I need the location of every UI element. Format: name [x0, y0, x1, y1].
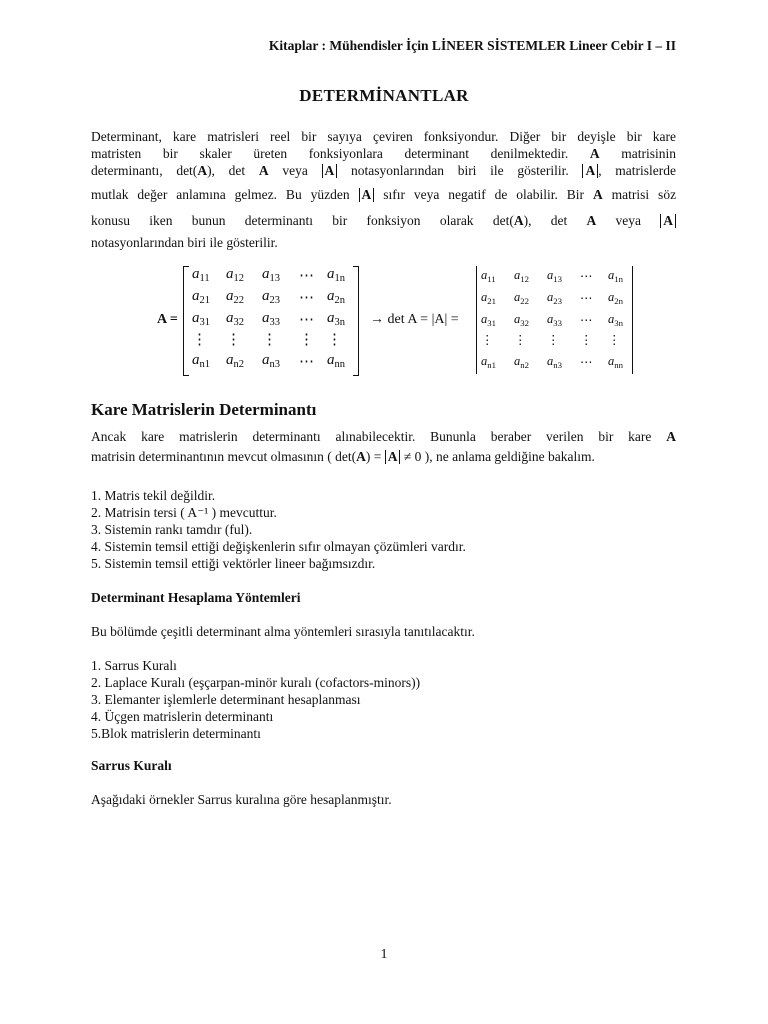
- list-item: 3. Sistemin rankı tamdır (ful).: [91, 522, 253, 537]
- matrix-vdots: ⋮: [226, 332, 241, 348]
- matrix-entry: $a_{32}$: [514, 312, 529, 328]
- matrix-entry: $a_{3n}$: [608, 312, 623, 328]
- list-item: 3. Elemanter işlemlerle determinant hesaplanması: [91, 692, 361, 707]
- matrix-hdots: ⋯: [580, 355, 593, 369]
- matrix-vdots: ⋮: [262, 332, 277, 348]
- matrix-entry: $a_{12}$: [514, 268, 529, 284]
- matrix-entry: $a_{3n}$: [327, 310, 345, 328]
- matrix-hdots: ⋯: [299, 312, 314, 328]
- section-intro-paragraph: [91, 428, 676, 470]
- matrix-lhs-label: A =: [157, 312, 178, 327]
- matrix-entry: $a_{21}$: [192, 288, 210, 306]
- matrix-hdots: ⋯: [580, 291, 593, 305]
- section-title: Kare Matrislerin Determinantı: [91, 400, 317, 419]
- matrix-entry: $a_{2n}$: [327, 288, 345, 306]
- sarrus-text: Aşağıdaki örnekler Sarrus kuralına göre hesaplanmıştır.: [91, 792, 392, 807]
- matrix-entry: $a_{22}$: [514, 290, 529, 306]
- properties-list: [91, 487, 466, 572]
- matrix-entry: $a_{1n}$: [608, 268, 623, 284]
- methods-list: [91, 657, 420, 742]
- sarrus-heading: Sarrus Kuralı: [91, 758, 172, 773]
- matrix-hdots: ⋯: [299, 268, 314, 284]
- intro-line-2: matristen bir skaler üreten fonksiyonlara determinant denilmektedir. A matrisinin: [91, 146, 676, 161]
- matrix-entry: $a_{n3}$: [262, 352, 280, 370]
- matrix-entry: $a_{nn}$: [608, 354, 623, 370]
- matrix-entry: $a_{n1}$: [192, 352, 210, 370]
- matrix-entry: $a_{1n}$: [327, 266, 345, 284]
- matrix-entry: $a_{31}$: [192, 310, 210, 328]
- list-item: 2. Matrisin tersi ( A⁻¹ ) mevcuttur.: [91, 505, 277, 520]
- matrix-entry: $a_{12}$: [226, 266, 244, 284]
- matrix-entry: $a_{13}$: [262, 266, 280, 284]
- matrix-vdots: ⋮: [192, 332, 207, 348]
- methods-intro: Bu bölümde çeşitli determinant alma yöntemleri sırasıyla tanıtılacaktır.: [91, 624, 475, 639]
- list-item: 1. Matris tekil değildir.: [91, 488, 216, 503]
- matrix-entry: $a_{n3}$: [547, 354, 562, 370]
- matrix-vdots: ⋮: [481, 333, 494, 347]
- matrix-vdots: ⋮: [608, 333, 621, 347]
- matrix-a-right-bracket: [353, 266, 359, 376]
- intro-line-3: determinantı, det(A), det A veya A notasyonlarından biri ile gösterilir. A , matrislerde: [91, 163, 677, 178]
- matrix-entry: $a_{22}$: [226, 288, 244, 306]
- page-number: 1: [380, 947, 388, 962]
- running-header: Kitaplar : Mühendisler İçin LİNEER SİSTEMLER Lineer Cebir I – II: [268, 38, 676, 53]
- intro-paragraph: [91, 128, 676, 251]
- matrix-hdots: ⋯: [299, 290, 314, 306]
- determinant-left-bar: [476, 266, 477, 374]
- matrix-entry: $a_{11}$: [481, 268, 496, 284]
- list-item: 5. Sistemin temsil ettiği vektörler lineer bağımsızdır.: [91, 556, 376, 571]
- matrix-entry: $a_{13}$: [547, 268, 562, 284]
- matrix-entry: $a_{32}$: [226, 310, 244, 328]
- matrix-entry: $a_{23}$: [262, 288, 280, 306]
- matrix-vdots: ⋮: [580, 333, 593, 347]
- matrix-a-left-bracket: [183, 266, 189, 376]
- intro-line-6: notasyonlarından biri ile gösterilir.: [91, 235, 278, 250]
- matrix-entry: $a_{23}$: [547, 290, 562, 306]
- intro-line-4: mutlak değer anlamına gelmez. Bu yüzden A sıfır veya negatif de olabilir. Bir A matrisi söz: [91, 187, 677, 202]
- section-intro-line-1: Ancak kare matrislerin determinantı alınabilecektir. Bununla beraber verilen bir kare A: [91, 429, 677, 444]
- matrix-entry: $a_{33}$: [262, 310, 280, 328]
- list-item: 4. Üçgen matrislerin determinantı: [91, 709, 274, 724]
- matrix-vdots: ⋮: [327, 332, 342, 348]
- matrix-entry: $a_{n2}$: [514, 354, 529, 370]
- intro-line-5: konusu iken bunun determinantı bir fonksiyon olarak det(A), det A veya A: [91, 210, 676, 234]
- matrix-entry: $a_{21}$: [481, 290, 496, 306]
- matrix-vdots: ⋮: [299, 332, 314, 348]
- matrix-vdots: ⋮: [547, 333, 560, 347]
- matrix-arrow-label: → det A = |A| =: [370, 312, 459, 327]
- matrix-entry: $a_{2n}$: [608, 290, 623, 306]
- list-item: 2. Laplace Kuralı (eşçarpan-minör kuralı (cofactors-minors)): [91, 675, 421, 690]
- matrix-vdots: ⋮: [514, 333, 527, 347]
- page-title: DETERMİNANTLAR: [299, 86, 469, 105]
- list-item: 1. Sarrus Kuralı: [91, 658, 177, 673]
- methods-heading: Determinant Hesaplama Yöntemleri: [91, 590, 301, 605]
- intro-line-1: Determinant, kare matrisleri reel bir sayıya çeviren fonksiyondur. Diğer bir deyişle bir kare: [91, 129, 676, 144]
- matrix-entry: $a_{33}$: [547, 312, 562, 328]
- matrix-equation: [0, 262, 768, 377]
- matrix-entry: $a_{nn}$: [327, 352, 345, 370]
- matrix-hdots: ⋯: [299, 354, 314, 370]
- matrix-hdots: ⋯: [580, 313, 593, 327]
- list-item: 5.Blok matrislerin determinantı: [91, 726, 261, 741]
- determinant-right-bar: [632, 266, 633, 374]
- matrix-entry: $a_{11}$: [192, 266, 210, 284]
- list-item: 4. Sistemin temsil ettiği değişkenlerin sıfır olmayan çözümleri vardır.: [91, 539, 466, 554]
- matrix-hdots: ⋯: [580, 269, 593, 283]
- matrix-entry: $a_{n1}$: [481, 354, 496, 370]
- matrix-entry: $a_{n2}$: [226, 352, 244, 370]
- matrix-entry: $a_{31}$: [481, 312, 496, 328]
- section-intro-line-2: matrisin determinantının mevcut olmasının ( det(A) = A ≠ 0 ), ne anlama geldiğine bakalım.: [91, 449, 595, 464]
